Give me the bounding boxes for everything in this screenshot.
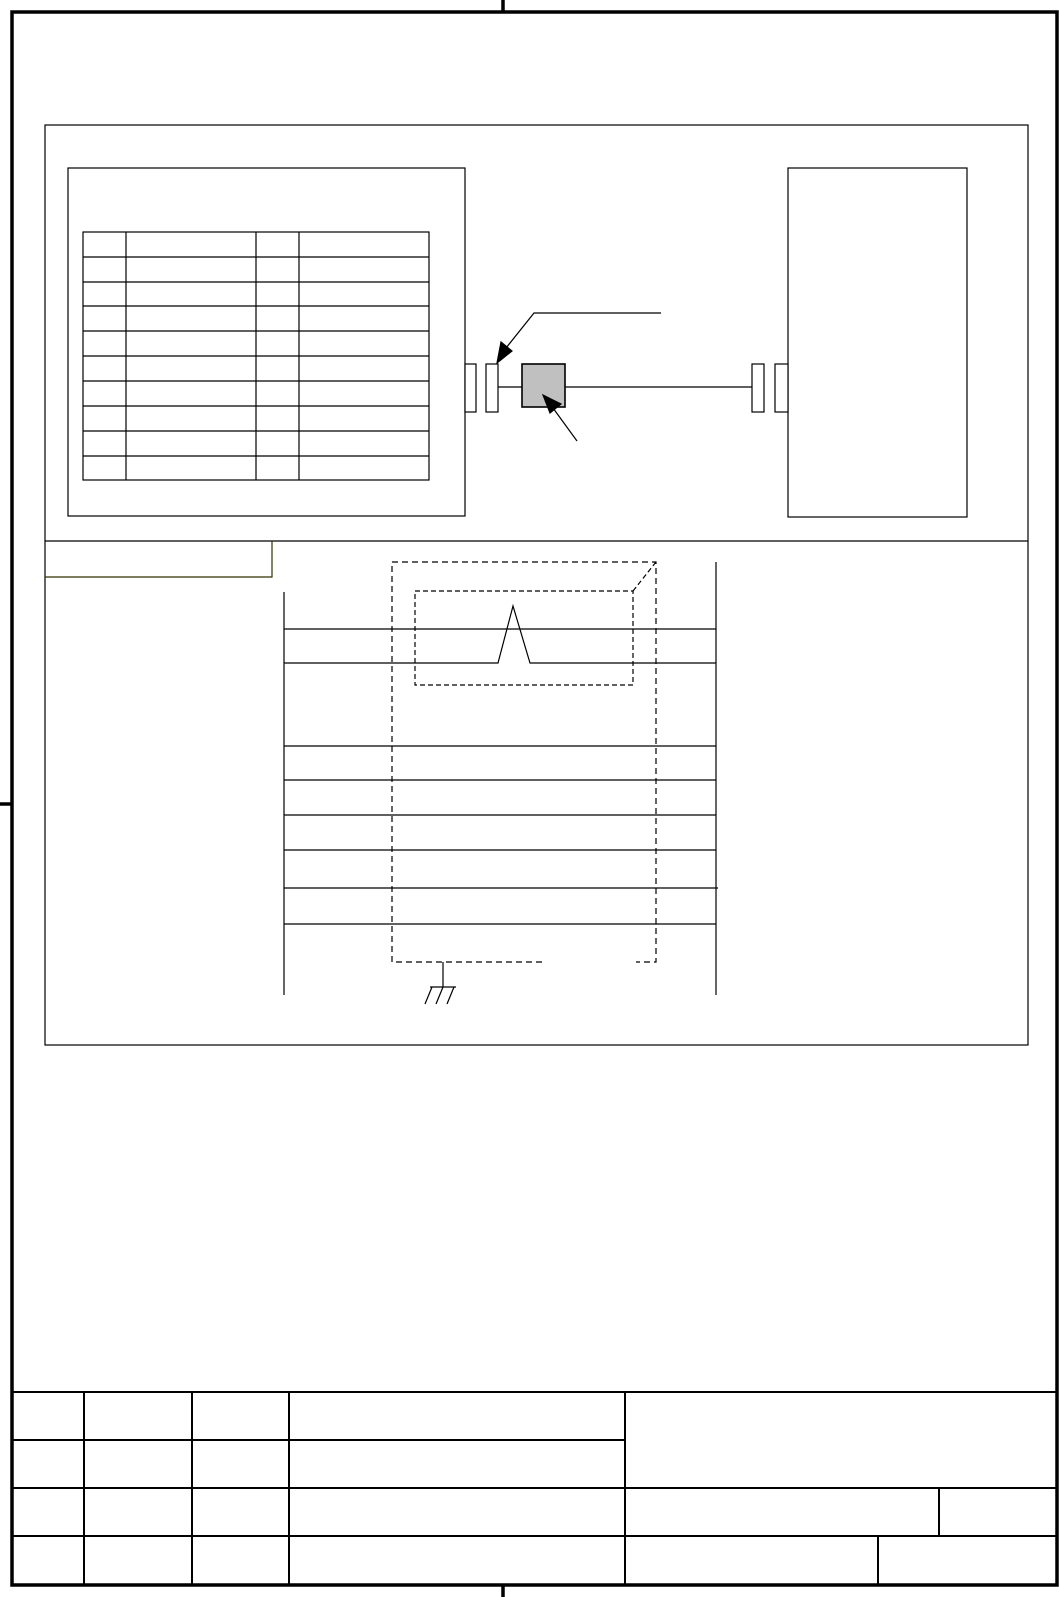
wire-2-twisted	[284, 606, 716, 663]
core-leader	[553, 408, 577, 441]
outer-shield	[392, 562, 656, 962]
title-block	[12, 1392, 1057, 1585]
pair-shield	[415, 562, 656, 685]
cable-assembly	[465, 364, 788, 412]
connector-arrowhead	[497, 342, 512, 363]
right-plug	[752, 364, 764, 412]
connector-leader	[506, 313, 661, 348]
ground-icon	[425, 962, 456, 1004]
left-device	[68, 168, 465, 516]
right-device	[788, 168, 967, 517]
ferrite-core	[522, 364, 565, 407]
right-socket	[775, 364, 788, 412]
diagram-frame	[45, 125, 1028, 1045]
pin-table	[83, 232, 429, 480]
wiring-diagram	[284, 562, 718, 1004]
plug-connector	[486, 364, 498, 412]
left-socket	[465, 364, 476, 412]
section-label-box	[45, 541, 272, 577]
